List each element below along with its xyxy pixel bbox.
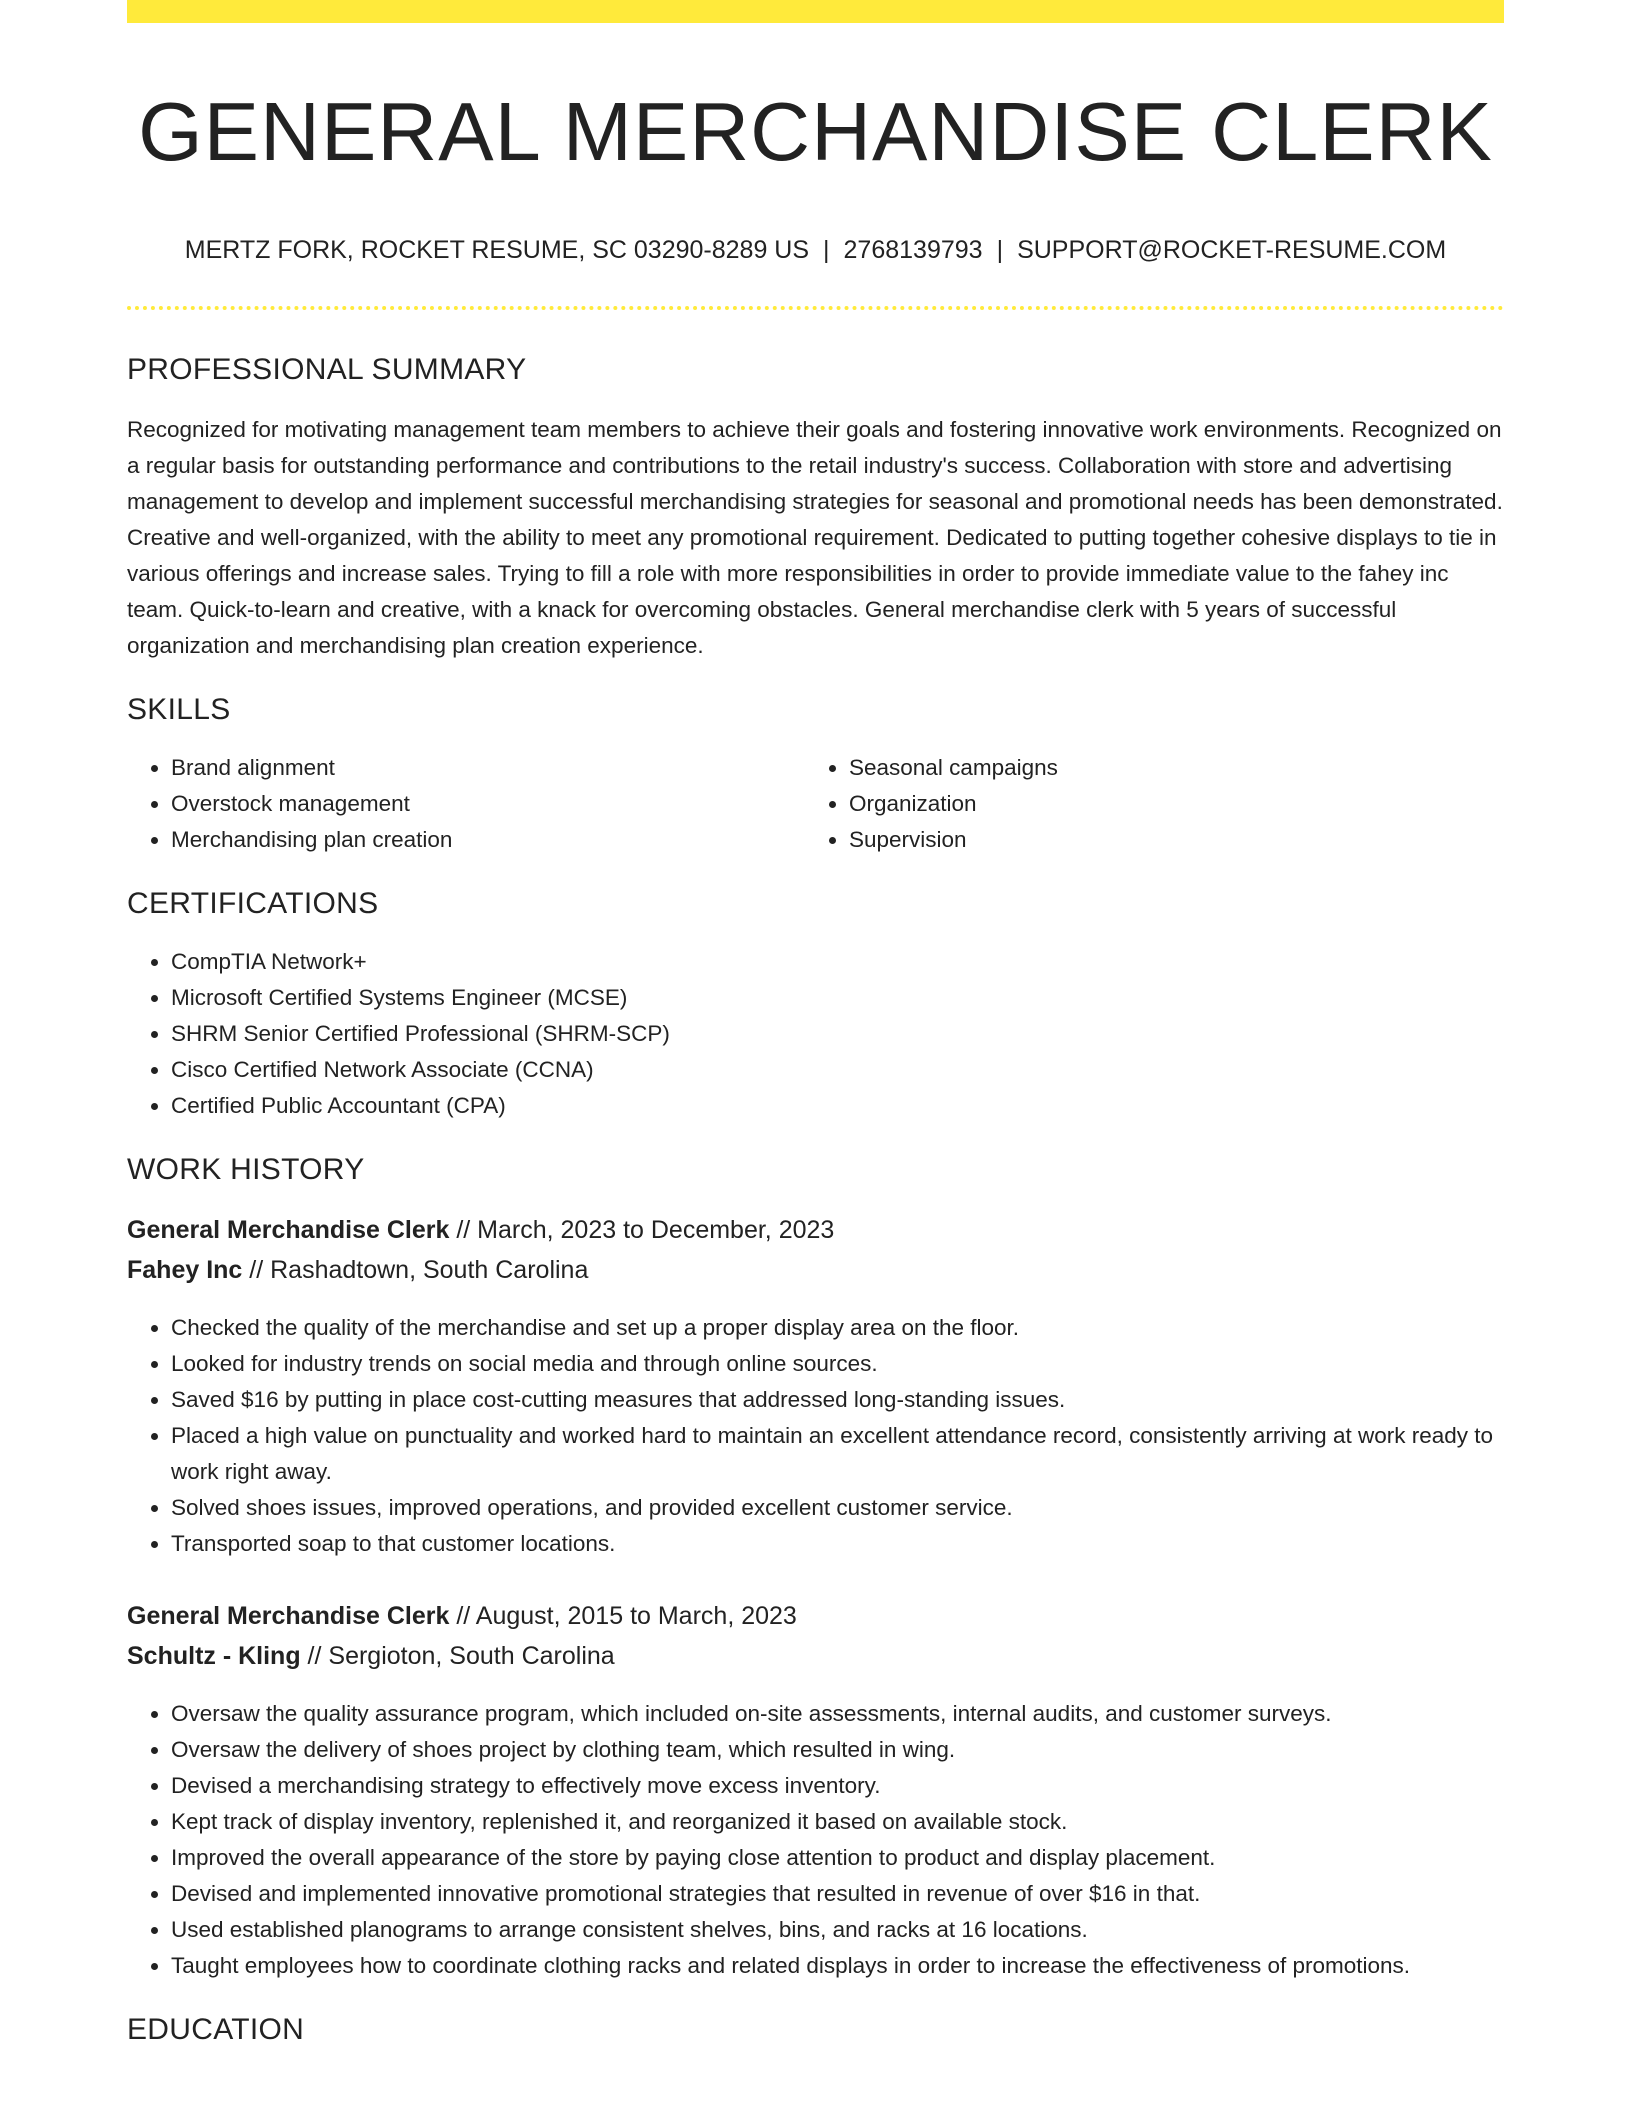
certification-item: • Certified Public Accountant (CPA) [171, 1088, 1504, 1124]
job-duty: • Taught employees how to coordinate clothing racks and related displays in order to increase the effectiveness of promotions. [171, 1948, 1504, 1984]
skill-item: • Merchandising plan creation [171, 822, 805, 858]
job-dates: // August, 2015 to March, 2023 [449, 1602, 797, 1630]
skills-heading: SKILLS [127, 693, 231, 726]
skills-list-left [127, 750, 805, 858]
contact-line [127, 234, 1504, 266]
job-entry [127, 1210, 1504, 1562]
skills-list-right [805, 750, 1504, 858]
job-title-line [127, 1210, 1504, 1250]
job-duty: • Saved $16 by putting in place cost-cutting measures that addressed long-standing issues. [171, 1382, 1504, 1418]
contact-email: SUPPORT@ROCKET-RESUME.COM [1017, 236, 1447, 264]
contact-separator: | [996, 236, 1004, 264]
contact-separator: | [823, 236, 830, 264]
certification-item: • Microsoft Certified Systems Engineer (MCSE) [171, 980, 1504, 1016]
job-duty: • Oversaw the quality assurance program, which included on-site assessments, internal audits, and customer surveys. [171, 1696, 1504, 1732]
job-dates: // March, 2023 to December, 2023 [449, 1216, 835, 1244]
skill-item: • Seasonal campaigns [849, 750, 1504, 786]
job-duty: • Solved shoes issues, improved operations, and provided excellent customer service. [171, 1490, 1504, 1526]
resume-title: GENERAL MERCHANDISE CLERK [138, 85, 1493, 178]
work-history-heading: WORK HISTORY [127, 1153, 365, 1186]
job-duty: • Improved the overall appearance of the store by paying close attention to product and display placement. [171, 1840, 1504, 1876]
job-company: Schultz - Kling [127, 1642, 301, 1670]
job-duty: • Checked the quality of the merchandise and set up a proper display area on the floor. [171, 1310, 1504, 1346]
job-role: General Merchandise Clerk [127, 1216, 450, 1244]
job-location: // Rashadtown, South Carolina [242, 1256, 589, 1284]
job-duty: • Oversaw the delivery of shoes project by clothing team, which resulted in wing. [171, 1732, 1504, 1768]
job-duty: • Used established planograms to arrange consistent shelves, bins, and racks at 16 locations. [171, 1912, 1504, 1948]
job-location: // Sergioton, South Carolina [300, 1642, 615, 1670]
skill-item: • Supervision [849, 822, 1504, 858]
contact-phone: 2768139793 [843, 236, 983, 264]
summary-heading: PROFESSIONAL SUMMARY [127, 353, 527, 386]
job-title-line [127, 1596, 1504, 1636]
certification-item: • CompTIA Network+ [171, 944, 1504, 980]
resume-content [127, 0, 1504, 2050]
job-duty: • Transported soap to that customer locations. [171, 1526, 1504, 1562]
job-company-line [127, 1250, 1504, 1290]
certifications-heading: CERTIFICATIONS [127, 887, 379, 920]
education-heading: EDUCATION [127, 2013, 305, 2046]
summary-text: Recognized for motivating management team members to achieve their goals and fostering innovative work environments. Recognized on a regular basis for outstanding performance and contributions to the retail industry's success. Collaboration with store and advertising management to develop and implement successful merchandising strategies for seasonal and promotional needs has been demonstrated. Creative and well-organized, with the ability to meet any promotional requirement. Dedicated to putting together cohesive displays to tie in various offerings and increase sales. Trying to fill a role with more responsibilities in order to provide immediate value to the fahey inc team. Quick-to-learn and creative, with a knack for overcoming obstacles. General merchandise clerk with 5 years of successful organization and merchandising plan creation experience. [127, 417, 1503, 658]
job-duty: • Devised a merchandising strategy to effectively move excess inventory. [171, 1768, 1504, 1804]
job-entry [127, 1596, 1504, 1984]
skills-grid [127, 730, 1504, 858]
skill-item: • Organization [849, 786, 1504, 822]
job-company: Fahey Inc [127, 1256, 243, 1284]
certification-item: • Cisco Certified Network Associate (CCNA) [171, 1052, 1504, 1088]
job-duty: • Looked for industry trends on social media and through online sources. [171, 1346, 1504, 1382]
dotted-divider [127, 306, 1504, 310]
contact-address: MERTZ FORK, ROCKET RESUME, SC 03290-8289 US [184, 236, 810, 264]
job-duties-list [127, 1310, 1504, 1562]
job-role: General Merchandise Clerk [127, 1602, 450, 1630]
skill-item: • Overstock management [171, 786, 805, 822]
job-duty: • Devised and implemented innovative promotional strategies that resulted in revenue of over $16 in that. [171, 1876, 1504, 1912]
skill-item: • Brand alignment [171, 750, 805, 786]
job-duty: • Kept track of display inventory, replenished it, and reorganized it based on available stock. [171, 1804, 1504, 1840]
job-company-line [127, 1636, 1504, 1676]
certifications-list [127, 944, 1504, 1124]
job-duty: • Placed a high value on punctuality and worked hard to maintain an excellent attendance record, consistently arriving at work ready to work right away. [171, 1418, 1504, 1490]
certification-item: • SHRM Senior Certified Professional (SHRM-SCP) [171, 1016, 1504, 1052]
job-duties-list [127, 1696, 1504, 1984]
